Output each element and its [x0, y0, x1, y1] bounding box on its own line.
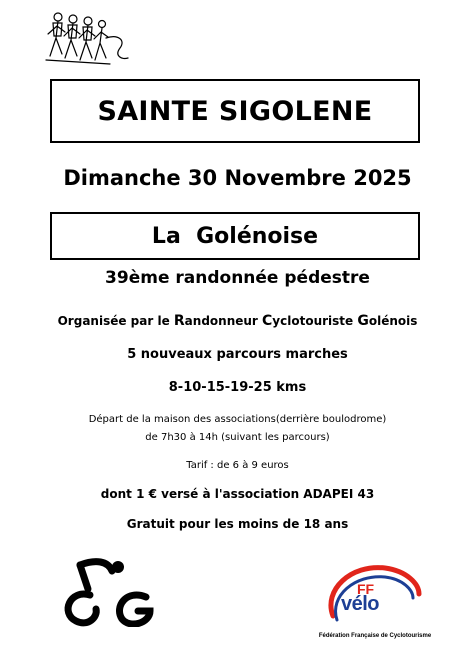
ffvelo-velo-text: vélo: [341, 593, 380, 615]
horaire-line: de 7h30 à 14h (suivant les parcours): [145, 432, 330, 443]
organiser-g-initial: G: [357, 313, 369, 329]
tarif-line: Tarif : de 6 à 9 euros: [186, 460, 289, 471]
parcours-line: 5 nouveaux parcours marches: [127, 347, 348, 362]
adapei-line: dont 1 € versé à l'association ADAPEI 43: [100, 487, 375, 501]
page-title: SAINTE SIGOLENE: [97, 95, 373, 127]
distances-line: 8-10-15-19-25 kms: [168, 380, 307, 395]
gratuit-line: Gratuit pour les moins de 18 ans: [126, 517, 349, 531]
organiser-prefix: Organisée par le: [57, 314, 174, 328]
randonnee-heading: 39ème randonnée pédestre: [105, 268, 370, 288]
organiser-c-initial: C: [262, 313, 273, 329]
hikers-group-icon: [40, 8, 130, 68]
ffvelo-subtitle: Fédération Française de Cyclotourisme: [318, 633, 432, 639]
title-box: [50, 79, 420, 143]
depart-line: Départ de la maison des associations(derrière boulodrome): [88, 414, 387, 425]
ffvelo-ff-text: FF: [357, 581, 375, 597]
organiser-c-rest: yclotouriste: [272, 314, 358, 328]
event-name-box: [50, 212, 420, 260]
ffvelo-logo: [315, 560, 435, 645]
event-name: La Golénoise: [151, 223, 319, 249]
organiser-r-initial: R: [173, 313, 185, 329]
cyclist-logo-icon: [58, 555, 158, 627]
organiser-line: [0, 313, 475, 329]
organiser-g-rest: olénois: [368, 314, 418, 328]
organiser-r-rest: andonneur: [184, 314, 263, 328]
event-date: Dimanche 30 Novembre 2025: [63, 166, 412, 190]
